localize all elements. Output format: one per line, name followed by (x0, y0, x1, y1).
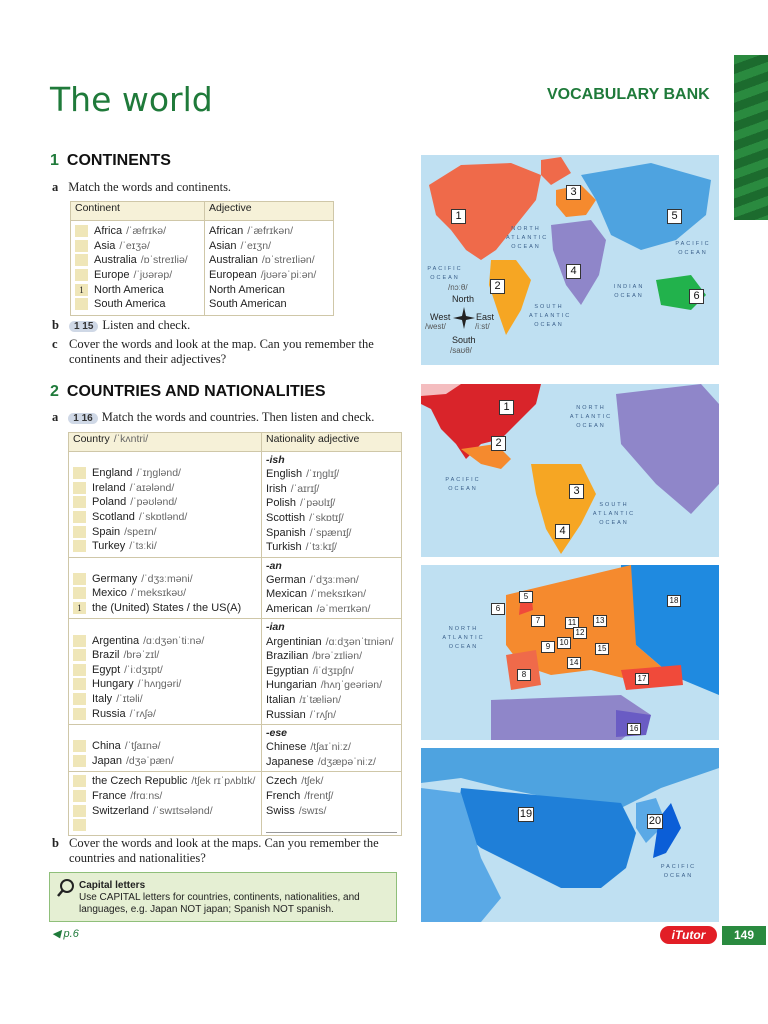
country-word: Mexico (92, 587, 127, 600)
adjective-row (209, 268, 329, 283)
nationality-row (266, 664, 397, 679)
europe-map (421, 565, 719, 740)
adjective-word: Australian (209, 254, 258, 267)
map-label[interactable]: 17 (635, 673, 649, 685)
back-ref-text: p.6 (63, 928, 79, 940)
nationality-row (266, 740, 397, 755)
answer-box[interactable] (73, 649, 86, 661)
map-label[interactable]: 4 (555, 524, 570, 539)
country-row (73, 706, 257, 721)
phonetic: /ˈhʌŋgəri/ (137, 678, 182, 691)
map-label[interactable]: 6 (491, 603, 505, 615)
ocean-label: SOUTH ATLANTIC OCEAN (592, 502, 636, 526)
section-title: CONTINENTS (66, 152, 171, 169)
nationality-row (266, 540, 397, 555)
country-cell (69, 772, 262, 836)
ocean-label: NORTH ATLANTIC OCEAN (442, 626, 485, 650)
phonetic: /ˈpəʊlɪʃ/ (299, 497, 336, 510)
country-row (73, 803, 257, 818)
continent-row (75, 239, 200, 254)
greenland-shape (541, 157, 571, 185)
nationality-word: Italian (266, 694, 296, 707)
phonetic: /tʃaɪˈniːz/ (310, 741, 351, 754)
nationality-word: Swiss (266, 804, 295, 817)
adjective-word: Asian (209, 239, 237, 252)
nationality-word: Brazilian (266, 650, 309, 663)
map-label[interactable]: 16 (627, 723, 641, 735)
col-header: Nationality adjective (262, 433, 402, 452)
answer-box[interactable] (73, 805, 86, 817)
nationality-word: German (266, 573, 306, 586)
map-label[interactable]: 5 (667, 209, 682, 224)
nationality-row (266, 634, 397, 649)
continent-word: North America (94, 283, 164, 296)
ocean-label: PACIFIC OCEAN (660, 864, 697, 879)
instruction-text: Cover the words and look at the maps. Can you remember the countries and nationalities? (69, 836, 379, 865)
phonetic: /tʃek/ (301, 775, 324, 788)
south-america-shape (489, 260, 531, 335)
answer-box[interactable] (73, 819, 86, 831)
continent-cell (71, 221, 205, 316)
country-word: Brazil (92, 649, 120, 662)
map-label[interactable]: 9 (541, 641, 555, 653)
country-row (73, 524, 257, 539)
answer-box[interactable] (73, 511, 86, 523)
phonetic: /ˈdʒɜːmən/ (309, 573, 359, 586)
country-row (73, 495, 257, 510)
section-1-heading (50, 152, 171, 170)
continent-word: Asia (94, 239, 116, 252)
nationality-row (266, 525, 397, 540)
page-title: The world (50, 80, 213, 119)
answer-box[interactable] (73, 573, 86, 585)
instruction-b: b Cover the words and look at the maps. Can you remember the countries and nationalities? (52, 836, 392, 866)
phonetic: /dʒæpəˈniːz/ (317, 755, 376, 768)
continent-row (75, 253, 200, 268)
instruction-text: Match the words and continents. (68, 180, 232, 194)
country-row (73, 774, 257, 789)
back-reference[interactable] (52, 927, 79, 940)
nationality-row (266, 482, 397, 497)
answer-box[interactable] (75, 298, 88, 310)
nationality-word: Polish (266, 497, 296, 510)
country-group (69, 452, 402, 558)
section-title: COUNTRIES AND NATIONALITIES (66, 383, 326, 400)
instruction-text: Listen and check. (102, 318, 191, 332)
phonetic: /ˈskɒtlənd/ (138, 511, 188, 524)
col-header (69, 433, 262, 452)
adjective-row (209, 282, 329, 297)
nationality-word: Mexican (266, 588, 307, 601)
country-group (69, 619, 402, 725)
country-row (73, 789, 257, 804)
phonetic: /ˈiːdʒɪpt/ (124, 663, 163, 676)
country-group (69, 557, 402, 619)
phonetic: /ˈɪŋglənd/ (136, 467, 181, 480)
adjective-word: European (209, 269, 257, 282)
countries-table (68, 432, 402, 836)
phonetic: /ɪˈtæliən/ (299, 694, 342, 707)
nationality-row (266, 693, 397, 708)
country-row (73, 466, 257, 481)
adjective-word: South American (209, 298, 287, 311)
africa-shape (551, 220, 606, 305)
suffix-label: -ian (266, 621, 285, 634)
continent-row (75, 297, 200, 312)
country-row (73, 677, 257, 692)
country-word: Egypt (92, 663, 121, 676)
phonetic: /ˈtɜːki/ (129, 540, 157, 553)
audio-track-icon[interactable]: 1 16 (68, 413, 97, 424)
phonetic: /brəˈzɪl/ (123, 649, 160, 662)
compass-east-ph: /iːst/ (475, 322, 490, 331)
map-label[interactable]: 4 (566, 264, 581, 279)
nationality-word: Irish (266, 482, 287, 495)
phonetic: /dʒəˈpæn/ (125, 754, 174, 767)
phonetic: /frentʃ/ (304, 789, 334, 802)
phonetic: /ɒˈstreɪliən/ (261, 254, 315, 267)
tip-title: Capital letters (79, 880, 146, 891)
phonetic: /ˈtɜːkɪʃ/ (305, 541, 337, 554)
country-cell (69, 452, 262, 558)
africa-shape (616, 384, 719, 514)
ocean-label: PACIFIC OCEAN (427, 266, 463, 281)
nationality-word: Egyptian (266, 664, 309, 677)
country-row (73, 539, 257, 554)
phonetic: /iˈdʒɪpʃn/ (312, 664, 354, 677)
ocean-label: INDIAN OCEAN (613, 284, 645, 299)
europe-map-shapes (421, 565, 719, 740)
country-word: Turkey (92, 540, 126, 553)
country-word: England (92, 467, 133, 480)
section-number: 2 (50, 383, 59, 400)
continent-word: Europe (94, 269, 130, 282)
tip-body: Use CAPITAL letters for countries, continents, nationalities, and languages, e.g. Japan NOT japan; Spanish NOT spanish. (79, 892, 360, 915)
magnifier-icon (56, 878, 76, 898)
phonetic: /tʃek rɪˈpʌblɪk/ (191, 775, 256, 788)
map-label[interactable]: 2 (491, 436, 506, 451)
section-header: VOCABULARY BANK (547, 86, 710, 103)
asia-map-shapes (421, 748, 719, 922)
phonetic: /ˈmeksɪkəʊ/ (130, 587, 187, 600)
phonetic: /ˈkʌntri/ (113, 433, 149, 445)
answer-box[interactable]: 1 (73, 602, 86, 614)
phonetic: /frɑːns/ (130, 789, 163, 802)
phonetic: /ˈjʊərəp/ (133, 269, 173, 282)
continent-row (75, 224, 200, 239)
map-label[interactable]: 3 (566, 185, 581, 200)
instruction-b: b 1 15 Listen and check. (52, 318, 191, 332)
country-row (73, 754, 257, 769)
map-label[interactable]: 6 (689, 289, 704, 304)
compass-east: East (476, 312, 495, 322)
nationality-word: English (266, 468, 303, 481)
phonetic: /swɪs/ (298, 804, 327, 817)
nationality-word: American (266, 603, 313, 616)
arrow-left-icon: ◀ (52, 928, 64, 940)
phonetic: /ˈeɪʒə/ (119, 239, 150, 252)
adjective-row (209, 297, 329, 312)
map-label[interactable]: 19 (519, 808, 533, 820)
answer-box[interactable] (75, 254, 88, 266)
map-label[interactable]: 14 (567, 657, 581, 669)
nationality-word: Turkish (266, 541, 302, 554)
ocean-label: PACIFIC OCEAN (445, 477, 481, 492)
phonetic: /ˈæfrɪkə/ (126, 225, 167, 238)
compass-north: North (452, 294, 475, 304)
americas-map (421, 384, 719, 557)
map-label[interactable]: 11 (565, 617, 579, 629)
country-word: France (92, 789, 127, 802)
nationality-row (266, 587, 397, 602)
phonetic: /ˈɪtəli/ (116, 693, 143, 706)
country-row (73, 510, 257, 525)
country-group (69, 724, 402, 771)
phonetic: /ˈɪŋglɪʃ/ (306, 468, 340, 481)
country-row (73, 481, 257, 496)
compass-icon (453, 307, 475, 329)
answer-box[interactable] (73, 635, 86, 647)
compass-west-ph: /west/ (425, 322, 446, 331)
instruction-a: a 1 16 Match the words and countries. Then listen and check. (52, 410, 375, 424)
nationality-word: Japanese (266, 755, 314, 768)
section-number: 1 (50, 152, 59, 169)
country-word: Japan (92, 754, 122, 767)
nationality-row (266, 789, 397, 804)
country-row (73, 692, 257, 707)
suffix-label: -ish (266, 454, 285, 466)
suffix-label: -an (266, 559, 282, 572)
phonetic: /ˈpəʊlənd/ (130, 496, 178, 509)
answer-box[interactable] (73, 587, 86, 599)
nationality-word: Spanish (266, 526, 306, 539)
answer-box[interactable] (73, 693, 86, 705)
nationality-row (266, 573, 397, 588)
col-header: Adjective (205, 202, 334, 221)
country-word: the Czech Republic (92, 775, 188, 788)
adjective-word: North American (209, 283, 285, 296)
answer-box[interactable] (75, 269, 88, 281)
country-word: Scotland (92, 511, 135, 524)
phonetic: /ˈswɪtsələnd/ (152, 804, 213, 817)
country-word: Spain (92, 525, 121, 538)
instruction-text: Cover the words and look at the map. Can you remember the continents and their adjectives? (69, 337, 374, 366)
itutor-logo[interactable]: iTutor (660, 926, 717, 944)
answer-box[interactable] (73, 526, 86, 538)
instruction-c: c Cover the words and look at the map. Can you remember the continents and their adjectives? (52, 337, 392, 367)
country-row (73, 739, 257, 754)
answer-box[interactable] (73, 664, 86, 676)
phonetic: /ˈspænɪʃ/ (309, 526, 352, 539)
phonetic: /brəˈzɪliən/ (312, 650, 363, 663)
nationality-row (266, 496, 397, 511)
nationality-row (266, 774, 397, 789)
adjective-row (209, 224, 329, 239)
answer-box[interactable] (73, 496, 86, 508)
phonetic: /ˈmeksɪkən/ (310, 588, 367, 601)
compass-west: West (430, 312, 451, 322)
country-word: Poland (92, 496, 127, 509)
adjective-row (209, 253, 329, 268)
nationality-word: Scottish (266, 512, 306, 525)
answer-box[interactable] (73, 755, 86, 767)
country-word: China (92, 740, 121, 753)
nationality-row (266, 602, 397, 617)
phonetic: /ˈrʌʃə/ (129, 707, 156, 720)
country-row (73, 572, 257, 587)
answer-box[interactable] (75, 240, 88, 252)
map-label[interactable]: 12 (573, 627, 587, 639)
country-row (73, 601, 257, 616)
answer-box[interactable]: 1 (75, 284, 88, 296)
phonetic: /ɒˈstreɪliə/ (140, 254, 188, 267)
answer-box[interactable] (73, 678, 86, 690)
phonetic: /ˈæfrɪkən/ (247, 225, 293, 238)
compass-south: South (452, 335, 476, 345)
phonetic: /ˈskɒtɪʃ/ (309, 512, 344, 525)
ocean-label: PACIFIC OCEAN (675, 241, 711, 256)
ocean-label: SOUTH ATLANTIC OCEAN (529, 304, 572, 328)
instruction-text: Match the words and countries. Then listen and check. (101, 410, 375, 424)
audio-track-icon[interactable]: 1 15 (69, 321, 98, 332)
phonetic: /ˈaɪrɪʃ/ (290, 482, 320, 495)
map-label[interactable]: 8 (517, 669, 531, 681)
nationality-word: Hungarian (266, 679, 317, 692)
country-row (73, 818, 257, 833)
country-cell (69, 619, 262, 725)
nationality-row (266, 511, 397, 526)
phonetic: /speɪn/ (124, 525, 157, 538)
phonetic: /ˈdʒɜːməni/ (141, 572, 193, 585)
nationality-word: Russian (266, 708, 306, 721)
country-cell (69, 557, 262, 619)
page-number: 149 (722, 926, 766, 945)
nationality-row (266, 678, 397, 693)
phonetic: /hʌŋˈgeəriən/ (320, 679, 383, 692)
compass-south-ph: /saʊθ/ (450, 346, 472, 355)
map-label[interactable]: 1 (499, 400, 514, 415)
adjective-row (209, 239, 329, 254)
country-word: the (United) States / the US(A) (92, 602, 242, 615)
ocean-label: NORTH ATLANTIC OCEAN (569, 405, 613, 429)
continent-word: Africa (94, 225, 123, 238)
country-word: Italy (92, 693, 113, 706)
compass-north-ph: /nɔːθ/ (448, 283, 468, 292)
nationality-cell (262, 772, 402, 836)
phonetic: /ɑːdʒənˈtiːnə/ (143, 634, 205, 647)
continent-word: South America (94, 298, 166, 311)
country-word: Ireland (92, 481, 126, 494)
nationality-row (266, 803, 397, 818)
continent-word: Australia (94, 254, 137, 267)
col-header: Continent (71, 202, 205, 221)
phonetic: /ˈeɪʒn/ (240, 239, 272, 252)
answer-box[interactable] (73, 482, 86, 494)
map-label[interactable]: 5 (519, 591, 533, 603)
map-label[interactable]: 10 (557, 637, 571, 649)
map-label[interactable]: 7 (531, 615, 545, 627)
country-word: Argentina (92, 634, 140, 647)
country-word: Hungary (92, 678, 134, 691)
map-label[interactable]: 20 (648, 815, 662, 827)
country-word: Switzerland (92, 804, 149, 817)
instruction-a: a Match the words and continents. (52, 180, 232, 194)
country-cell (69, 724, 262, 771)
adjective-cell (205, 221, 334, 316)
side-tab (734, 55, 768, 220)
adjective-word: African (209, 225, 244, 238)
country-row (73, 633, 257, 648)
country-row (73, 648, 257, 663)
nationality-word: Argentinian (266, 635, 322, 648)
nationality-word: Czech (266, 775, 298, 788)
phonetic: /ˈtʃaɪnə/ (124, 740, 161, 753)
map-label[interactable]: 15 (595, 643, 609, 655)
country-word: Germany (92, 572, 138, 585)
phonetic: /ˈrʌʃn/ (309, 708, 336, 721)
map-label[interactable]: 13 (593, 615, 607, 627)
nationality-row (266, 818, 397, 834)
suffix-label: -ese (266, 726, 288, 739)
phonetic: /ɑːdʒənˈtɪniən/ (325, 635, 394, 648)
country-row (73, 663, 257, 678)
phonetic: /jʊərəˈpiːən/ (260, 269, 317, 282)
answer-box[interactable] (73, 540, 86, 552)
map-label[interactable]: 2 (490, 279, 505, 294)
south-america-shape (531, 464, 596, 554)
section-2-heading (50, 383, 326, 401)
country-group (69, 772, 402, 836)
country-row (73, 586, 257, 601)
continent-row (75, 282, 200, 297)
nationality-row (266, 707, 397, 722)
nationality-cell (262, 619, 402, 725)
continents-table (70, 201, 334, 316)
answer-box[interactable] (73, 790, 86, 802)
phonetic: /əˈmerɪkən/ (316, 603, 371, 616)
ocean-label: NORTH ATLANTIC OCEAN (506, 226, 549, 250)
map-label[interactable]: 18 (667, 595, 681, 607)
world-map (421, 155, 719, 365)
nationality-word: French (266, 789, 301, 802)
nationality-word: Chinese (266, 741, 307, 754)
nationality-row (266, 649, 397, 664)
map-label[interactable]: 1 (451, 209, 466, 224)
col-header-text: Country (73, 433, 110, 445)
answer-box[interactable] (73, 708, 86, 720)
tip-box (49, 872, 397, 922)
continent-row (75, 268, 200, 283)
answer-box[interactable] (75, 225, 88, 237)
answer-box[interactable] (73, 740, 86, 752)
answer-box[interactable] (73, 467, 86, 479)
nationality-cell (262, 452, 402, 558)
nationality-row (266, 755, 397, 770)
nationality-row (266, 467, 397, 482)
nationality-cell (262, 557, 402, 619)
asia-map (421, 748, 719, 922)
nationality-cell (262, 724, 402, 771)
answer-box[interactable] (73, 775, 86, 787)
country-word: Russia (92, 707, 126, 720)
phonetic: /ˈaɪələnd/ (129, 481, 175, 494)
map-label[interactable]: 3 (569, 484, 584, 499)
